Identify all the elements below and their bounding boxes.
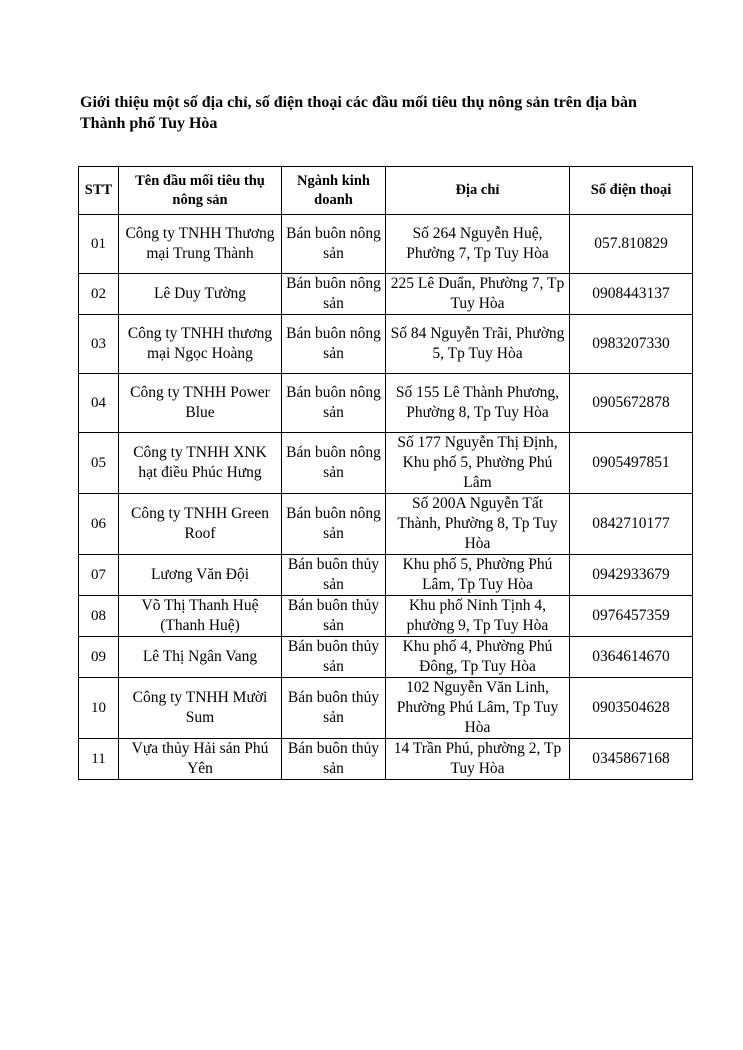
table-row [79, 215, 693, 274]
cell-address: Khu phố Ninh Tịnh 4, phường 9, Tp Tuy Hòa [386, 596, 570, 637]
cell-business-type: Bán buôn thủy sản [282, 739, 386, 780]
table-row [79, 374, 693, 433]
cell-address: Khu phố 4, Phường Phú Đông, Tp Tuy Hòa [386, 637, 570, 678]
cell-address: Số 155 Lê Thành Phương, Phường 8, Tp Tuy Hòa [386, 374, 570, 433]
cell-address: 102 Nguyễn Văn Linh, Phường Phú Lâm, Tp Tuy Hòa [386, 678, 570, 739]
header-business-type: Ngành kinh doanh [282, 167, 386, 215]
table-row [79, 678, 693, 739]
table-row [79, 494, 693, 555]
cell-name: Vựa thủy Hải sản Phú Yên [119, 739, 282, 780]
cell-name: Công ty TNHH Thương mại Trung Thành [119, 215, 282, 274]
cell-business-type: Bán buôn thủy sản [282, 678, 386, 739]
header-name: Tên đầu mối tiêu thụ nông sản [119, 167, 282, 215]
cell-phone: 0983207330 [570, 315, 693, 374]
cell-phone: 0976457359 [570, 596, 693, 637]
cell-phone: 0842710177 [570, 494, 693, 555]
cell-business-type: Bán buôn nông sản [282, 433, 386, 494]
cell-phone: 0345867168 [570, 739, 693, 780]
cell-name: Công ty TNHH thương mại Ngọc Hoàng [119, 315, 282, 374]
cell-name: Công ty TNHH Green Roof [119, 494, 282, 555]
header-stt: STT [79, 167, 119, 215]
table-row [79, 739, 693, 780]
cell-stt: 06 [79, 494, 119, 555]
table-row [79, 274, 693, 315]
cell-name: Công ty TNHH XNK hạt điều Phúc Hưng [119, 433, 282, 494]
cell-business-type: Bán buôn nông sản [282, 274, 386, 315]
cell-phone: 057.810829 [570, 215, 693, 274]
cell-phone: 0905497851 [570, 433, 693, 494]
cell-phone: 0908443137 [570, 274, 693, 315]
cell-name: Lương Văn Đội [119, 555, 282, 596]
cell-name: Võ Thị Thanh Huệ (Thanh Huệ) [119, 596, 282, 637]
cell-business-type: Bán buôn thủy sản [282, 555, 386, 596]
cell-address: 14 Trần Phú, phường 2, Tp Tuy Hòa [386, 739, 570, 780]
cell-phone: 0364614670 [570, 637, 693, 678]
cell-name: Công ty TNHH Power Blue [119, 374, 282, 433]
cell-stt: 10 [79, 678, 119, 739]
header-phone: Số điện thoại [570, 167, 693, 215]
table-header-row [79, 167, 693, 215]
cell-phone: 0942933679 [570, 555, 693, 596]
document-heading: Giới thiệu một số địa chỉ, số điện thoại các đầu mối tiêu thụ nông sản trên địa bàn Thành phố Tuy Hòa [80, 94, 637, 132]
cell-business-type: Bán buôn thủy sản [282, 637, 386, 678]
contacts-table [78, 166, 693, 780]
cell-phone: 0905672878 [570, 374, 693, 433]
cell-address: Số 200A Nguyễn Tất Thành, Phường 8, Tp Tuy Hòa [386, 494, 570, 555]
cell-name: Công ty TNHH Mười Sum [119, 678, 282, 739]
table-row [79, 433, 693, 494]
cell-address: 225 Lê Duẩn, Phường 7, Tp Tuy Hòa [386, 274, 570, 315]
cell-stt: 05 [79, 433, 119, 494]
table-row [79, 315, 693, 374]
table-row [79, 596, 693, 637]
cell-stt: 04 [79, 374, 119, 433]
cell-business-type: Bán buôn nông sản [282, 215, 386, 274]
cell-business-type: Bán buôn nông sản [282, 374, 386, 433]
cell-stt: 07 [79, 555, 119, 596]
table-row [79, 637, 693, 678]
table-row [79, 555, 693, 596]
cell-stt: 01 [79, 215, 119, 274]
cell-stt: 11 [79, 739, 119, 780]
cell-name: Lê Duy Tường [119, 274, 282, 315]
cell-address: Số 264 Nguyễn Huệ, Phường 7, Tp Tuy Hòa [386, 215, 570, 274]
cell-address: Khu phố 5, Phường Phú Lâm, Tp Tuy Hòa [386, 555, 570, 596]
cell-name: Lê Thị Ngân Vang [119, 637, 282, 678]
cell-address: Số 84 Nguyễn Trãi, Phường 5, Tp Tuy Hòa [386, 315, 570, 374]
cell-address: Số 177 Nguyễn Thị Định, Khu phố 5, Phường Phú Lâm [386, 433, 570, 494]
header-address: Địa chỉ [386, 167, 570, 215]
cell-stt: 08 [79, 596, 119, 637]
cell-stt: 02 [79, 274, 119, 315]
cell-stt: 09 [79, 637, 119, 678]
cell-phone: 0903504628 [570, 678, 693, 739]
cell-business-type: Bán buôn thủy sản [282, 596, 386, 637]
cell-business-type: Bán buôn nông sản [282, 315, 386, 374]
cell-stt: 03 [79, 315, 119, 374]
cell-business-type: Bán buôn nông sản [282, 494, 386, 555]
